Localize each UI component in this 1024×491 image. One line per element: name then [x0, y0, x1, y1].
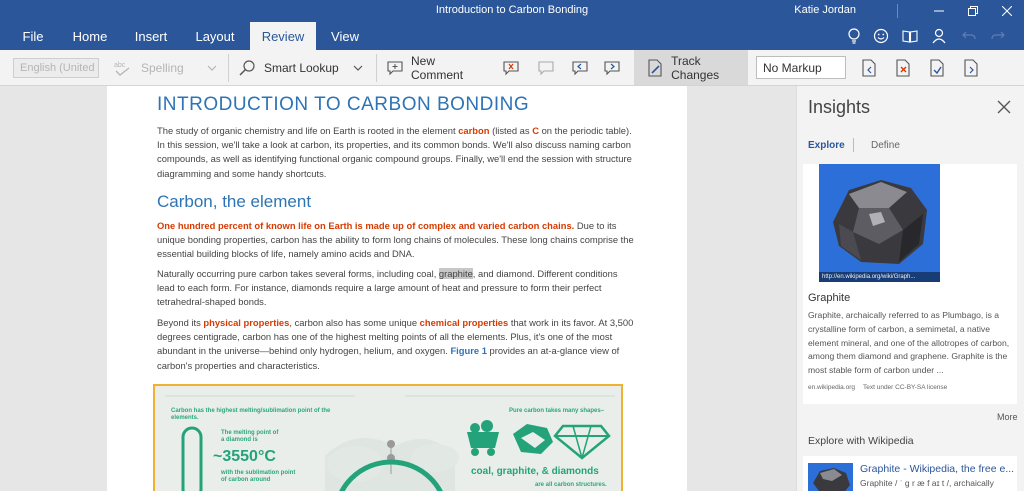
insight-card[interactable] — [803, 164, 1017, 404]
text-run: Naturally occurring pure carbon takes several forms, including coal, — [157, 268, 439, 279]
graphite-rock-graphic — [819, 164, 940, 282]
insights-tab-define[interactable]: Define — [871, 140, 900, 151]
graphite-image[interactable] — [819, 164, 940, 282]
window-title: Introduction to Carbon Bonding — [435, 4, 589, 16]
explore-wikipedia-heading: Explore with Wikipedia — [808, 435, 914, 447]
more-link[interactable]: More — [997, 412, 1018, 422]
comment-previous-icon — [571, 60, 589, 76]
emphasis-text: One hundred percent of known life on Earth is made up of complex and varied carbon chains. — [157, 220, 575, 231]
graphite-thumbnail-graphic — [808, 463, 853, 491]
accept-change-button[interactable] — [928, 50, 948, 85]
title-bar — [0, 0, 1024, 22]
review-ribbon — [0, 50, 1024, 86]
wikipedia-thumbnail — [808, 463, 853, 491]
previous-comment-button[interactable] — [571, 50, 591, 85]
figure-caption-structures: are all carbon structures. — [535, 482, 607, 488]
emphasis-text: chemical properties — [419, 317, 509, 328]
wikipedia-result-title[interactable]: Graphite - Wikipedia, the free e... — [860, 463, 1015, 475]
tab-layout[interactable]: Layout — [195, 28, 235, 44]
source-link[interactable]: en.wikipedia.org — [808, 384, 855, 391]
close-icon — [1002, 6, 1012, 16]
image-source-url: http://en.wikipedia.org/wiki/Graph... — [819, 272, 940, 282]
track-changes-button[interactable] — [634, 50, 748, 85]
smart-lookup-label: Smart Lookup — [264, 60, 339, 75]
restore-button[interactable] — [956, 0, 990, 22]
figure-caption-sublimation: with the sublimation point of carbon around — [221, 470, 296, 483]
document-previous-icon — [860, 59, 878, 77]
insight-card-heading[interactable]: Graphite — [808, 292, 851, 304]
insights-tab-explore[interactable]: Explore — [808, 140, 845, 151]
comment-add-icon — [386, 60, 403, 76]
paragraph-forms[interactable] — [157, 267, 637, 310]
document-title: INTRODUCTION TO CARBON BONDING — [157, 94, 530, 115]
text-run: The study of organic chemistry and life on Earth is rooted in the element — [157, 125, 459, 136]
document-canvas[interactable] — [0, 86, 796, 491]
reject-change-button[interactable] — [894, 50, 914, 85]
titlebar-divider — [897, 4, 898, 18]
search-icon — [238, 59, 256, 77]
lightbulb-icon[interactable] — [845, 27, 863, 45]
text-run: on the periodic table). In this session, we'll take a look at carbon, its properties, and its common bonds. We'll also discuss naming carbon compounds, as well as identifying functional organic compound groups. Finally, we'll end the session with structure diagramming and some handy shortcuts. — [157, 125, 632, 179]
figure-forms-label: coal, graphite, & diamonds — [471, 466, 599, 477]
minimize-button[interactable] — [922, 0, 956, 22]
delete-comment-button[interactable] — [502, 50, 522, 85]
insight-card-body: Graphite, archaically referred to as Plumbago, is a crystalline form of carbon, a semimetal, a native element mineral, and one of the allotropes of carbon, among them diamond and graphene. Graphite is the most stable form of carbon under ... — [808, 310, 1010, 376]
close-window-button[interactable] — [990, 0, 1024, 22]
document-next-icon — [962, 59, 980, 77]
selected-word[interactable]: graphite — [438, 268, 473, 279]
tab-bar — [0, 22, 1024, 50]
comment-icon — [537, 60, 555, 76]
chevron-down-icon — [353, 65, 363, 71]
comment-delete-icon — [502, 60, 520, 76]
track-changes-label: Track Changes — [671, 53, 720, 82]
undo-icon[interactable] — [960, 27, 978, 45]
wikipedia-result[interactable] — [803, 456, 1017, 491]
section-heading: Carbon, the element — [157, 192, 312, 211]
insight-card-meta — [808, 384, 947, 391]
spelling-button[interactable] — [113, 50, 217, 85]
next-change-button[interactable] — [962, 50, 982, 85]
new-comment-label: New Comment — [411, 53, 464, 82]
text-run: (listed as — [489, 125, 533, 136]
reading-view-icon[interactable] — [901, 27, 919, 45]
tab-review[interactable]: Review — [250, 22, 316, 50]
text-run: Due to its unique bonding properties, carbon has the ability to form long chains of molecules. These long chains comprise the essential building blocks of life, namely amino acids and DNA. — [157, 220, 634, 260]
user-name[interactable]: Katie Jordan — [794, 4, 856, 16]
document-reject-icon — [894, 59, 912, 77]
minimize-icon — [934, 6, 944, 16]
ribbon-divider — [228, 54, 229, 82]
figure-infographic[interactable] — [153, 384, 623, 491]
license-text: Text under CC-BY-SA license — [862, 384, 948, 391]
spelling-label: Spelling — [141, 60, 184, 75]
emphasis-text: carbon — [458, 125, 490, 136]
tab-home[interactable]: Home — [72, 28, 108, 44]
track-changes-icon — [646, 59, 663, 77]
restore-icon — [968, 6, 978, 16]
insights-title: Insights — [808, 97, 871, 117]
person-icon[interactable] — [930, 27, 948, 45]
comment-next-icon — [603, 60, 621, 76]
redo-icon[interactable] — [989, 27, 1007, 45]
tab-view[interactable]: View — [331, 28, 359, 44]
tab-insert[interactable]: Insert — [134, 28, 168, 44]
show-comments-button[interactable] — [537, 50, 557, 85]
figure-caption-diamond: The melting point of a diamond is — [221, 430, 279, 443]
svg-text:abc: abc — [114, 61, 126, 69]
paragraph-properties[interactable] — [157, 316, 637, 373]
text-run: Beyond its — [157, 317, 204, 328]
document-page[interactable] — [107, 86, 687, 491]
close-icon[interactable] — [997, 100, 1011, 114]
paragraph-intro[interactable] — [157, 124, 637, 181]
paragraph-element[interactable] — [157, 219, 637, 262]
new-comment-button[interactable] — [386, 50, 486, 85]
language-select[interactable]: English (United — [13, 58, 99, 78]
text-run: , carbon also has some unique — [289, 317, 420, 328]
smart-lookup-button[interactable] — [238, 50, 366, 85]
chevron-down-icon — [207, 65, 217, 71]
insights-tab-divider — [853, 138, 854, 152]
figure-caption-shapes: Pure carbon takes many shapes– — [509, 408, 605, 414]
figure-temperature: ~3550°C — [213, 448, 276, 465]
smiley-feedback-icon[interactable] — [872, 27, 890, 45]
next-comment-button[interactable] — [603, 50, 623, 85]
wikipedia-result-snippet: Graphite / ˈ ɡ r æ f aɪ t /, archaically — [860, 478, 994, 488]
previous-change-button[interactable] — [860, 50, 880, 85]
emphasis-text: C — [532, 125, 539, 136]
text-run: , and diamond. Different conditions lead to each form. For instance, diamonds require a large amount of heat and pressure to form their perfect tetrahedral-shaped bonds. — [157, 268, 618, 308]
emphasis-text: physical properties — [203, 317, 290, 328]
markup-select[interactable]: No Markup — [756, 56, 846, 79]
figure-caption-melting: Carbon has the highest melting/sublimation point of the elements. — [171, 408, 331, 421]
spelling-icon — [113, 59, 133, 77]
insights-pane — [796, 86, 1024, 491]
text-run: that work in its favor. At 3,500 degrees centigrade, carbon has one of the highest melting points of all the elements. Plus, it's one of the most abundant in the universe—behind only hydrogen, helium, and oxygen. — [157, 317, 634, 357]
ribbon-divider — [376, 54, 377, 82]
document-accept-icon — [928, 59, 946, 77]
text-run: provides an at-a-glance view of carbon's properties and characteristics. — [157, 345, 620, 371]
figure-reference[interactable]: Figure 1 — [450, 345, 487, 357]
tab-file[interactable]: File — [22, 28, 44, 44]
